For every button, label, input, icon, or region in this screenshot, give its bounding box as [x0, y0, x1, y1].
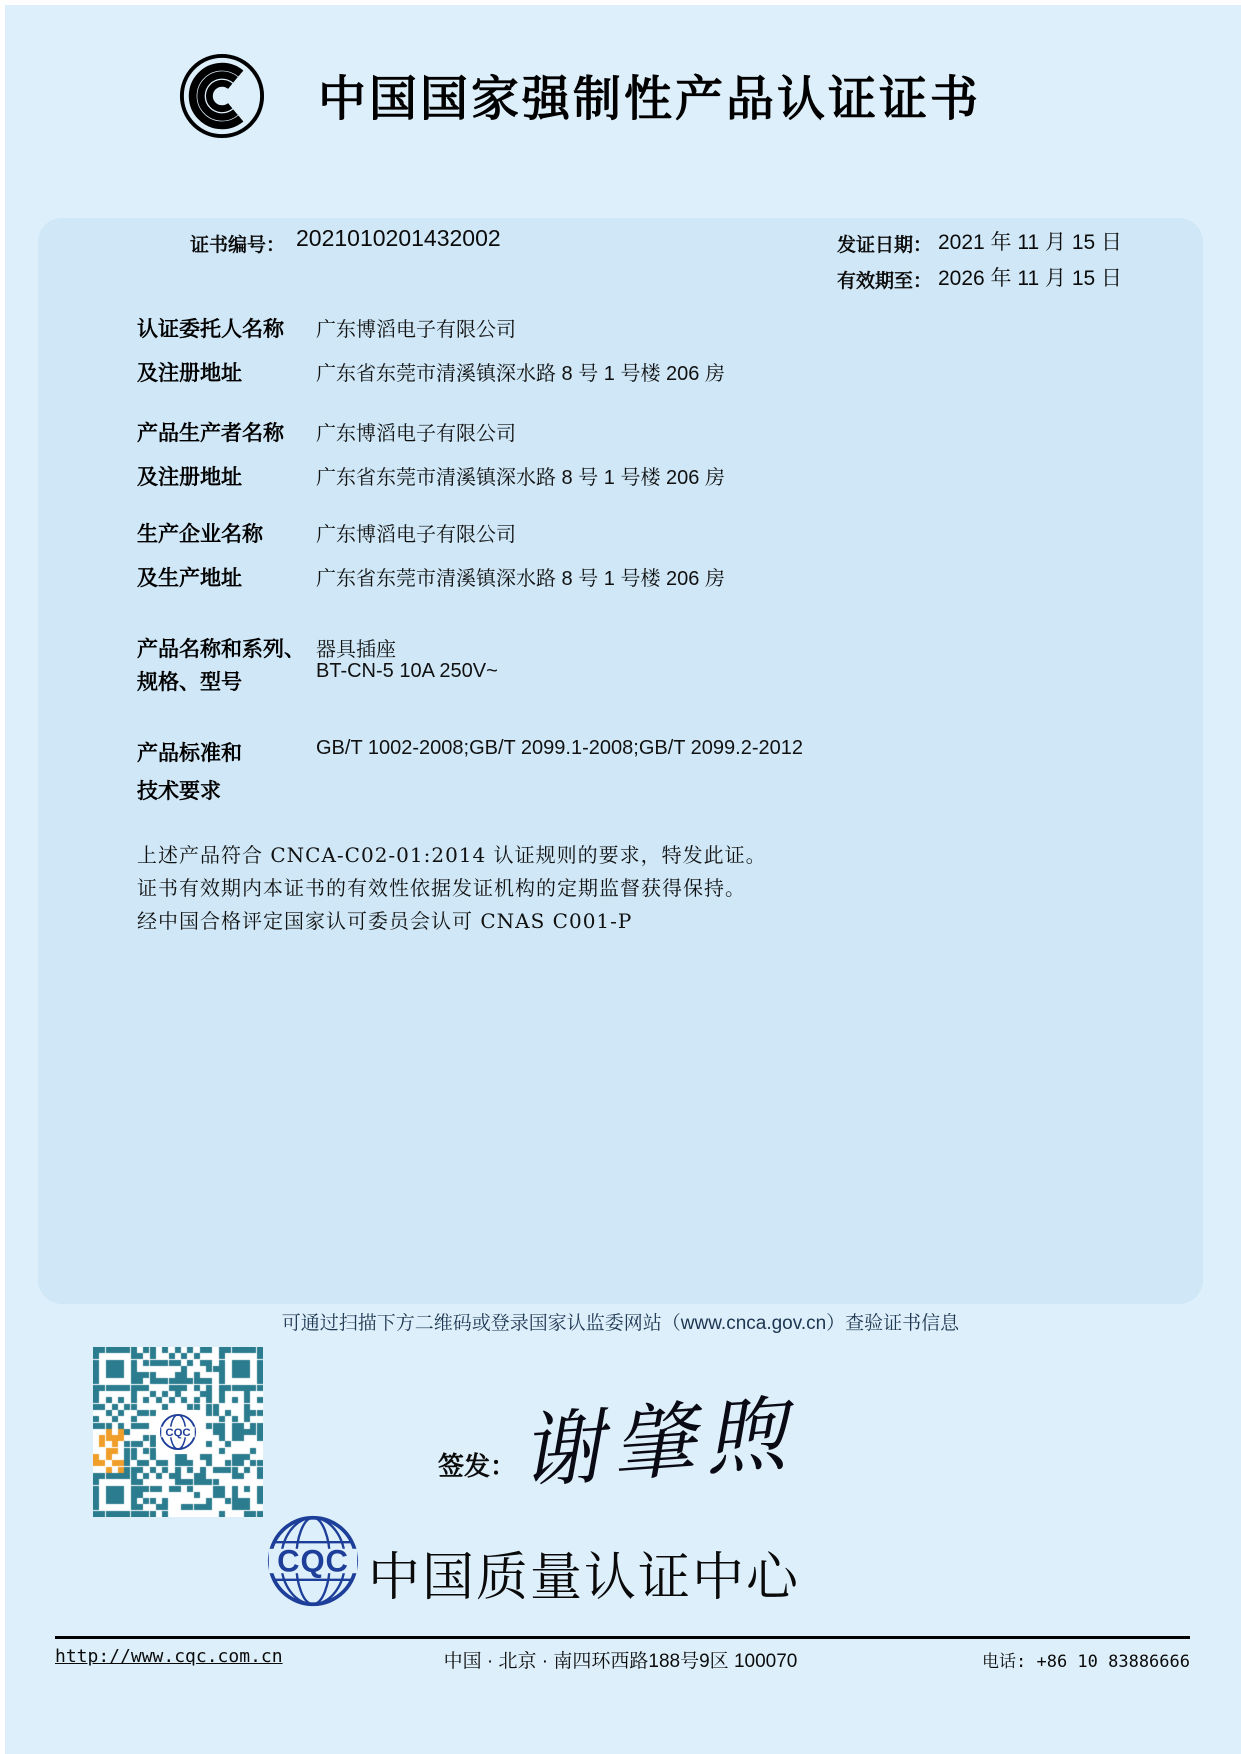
standards-label: 产品标准和 — [137, 742, 242, 765]
factory-address-label: 及生产地址 — [137, 567, 242, 590]
factory-name-value: 广东博滔电子有限公司 — [316, 524, 516, 546]
producer-name-label: 产品生产者名称 — [137, 422, 284, 445]
applicant-address-value: 广东省东莞市清溪镇深水路 8 号 1 号楼 206 房 — [316, 363, 725, 385]
footer-address: 中国 · 北京 · 南四环西路188号9区 100070 — [443, 1651, 798, 1672]
page-edge-top — [0, 0, 1241, 5]
footer-website: http://www.cqc.com.cn — [55, 1646, 283, 1667]
producer-address-value: 广东省东莞市清溪镇深水路 8 号 1 号楼 206 房 — [316, 467, 725, 489]
producer-address-label: 及注册地址 — [137, 466, 242, 489]
requirements-label: 技术要求 — [137, 780, 221, 803]
svg-text:CQC: CQC — [165, 1426, 191, 1439]
producer-name-value: 广东博滔电子有限公司 — [316, 423, 516, 445]
sign-label: 签发： — [438, 1452, 517, 1482]
product-name-value: 器具插座 — [316, 639, 396, 661]
cqc-logo-text: CQC — [277, 1543, 349, 1579]
statement-line: 上述产品符合 CNCA-C02-01:2014 认证规则的要求，特发此证。 — [137, 843, 767, 867]
applicant-name-value: 广东博滔电子有限公司 — [316, 319, 516, 341]
certificate-number-value: 2021010201432002 — [296, 225, 501, 251]
applicant-address-label: 及注册地址 — [137, 362, 242, 385]
product-model-label: 规格、型号 — [137, 671, 242, 694]
certificate-number-label: 证书编号： — [190, 234, 286, 256]
footer-divider — [55, 1636, 1190, 1639]
product-name-label: 产品名称和系列、 — [137, 638, 305, 661]
factory-name-label: 生产企业名称 — [137, 523, 263, 546]
issuer-name: 中国质量认证中心 — [368, 1549, 801, 1607]
product-model-value: BT-CN-5 10A 250V~ — [316, 660, 498, 682]
issue-date-label: 发证日期： — [837, 234, 933, 256]
ccc-logo-icon — [178, 52, 266, 140]
applicant-name-label: 认证委托人名称 — [137, 318, 284, 341]
cqc-globe-icon — [266, 1514, 360, 1608]
page-edge-left — [0, 0, 5, 1754]
issue-date-value: 2021 年 11 月 15 日 — [938, 231, 1123, 254]
valid-until-value: 2026 年 11 月 15 日 — [938, 267, 1123, 290]
qr-code — [93, 1347, 263, 1517]
factory-address-value: 广东省东莞市清溪镇深水路 8 号 1 号楼 206 房 — [316, 568, 725, 590]
page-title: 中国国家强制性产品认证证书 — [318, 73, 982, 126]
signature-handwriting: 谢肇煦 — [517, 1386, 800, 1501]
qr-center-cqc-logo-icon — [156, 1410, 200, 1454]
verify-note: 可通过扫描下方二维码或登录国家认监委网站（www.cnca.gov.cn）查验证书信息 — [281, 1313, 960, 1334]
statement-line: 经中国合格评定国家认可委员会认可 CNAS C001-P — [137, 909, 633, 933]
statement-line: 证书有效期内本证书的有效性依据发证机构的定期监督获得保持。 — [137, 876, 746, 900]
standards-value: GB/T 1002-2008;GB/T 2099.1-2008;GB/T 2099.2-2012 — [316, 737, 804, 759]
footer-phone: 电话: +86 10 83886666 — [982, 1652, 1190, 1672]
valid-until-label: 有效期至： — [837, 270, 933, 292]
